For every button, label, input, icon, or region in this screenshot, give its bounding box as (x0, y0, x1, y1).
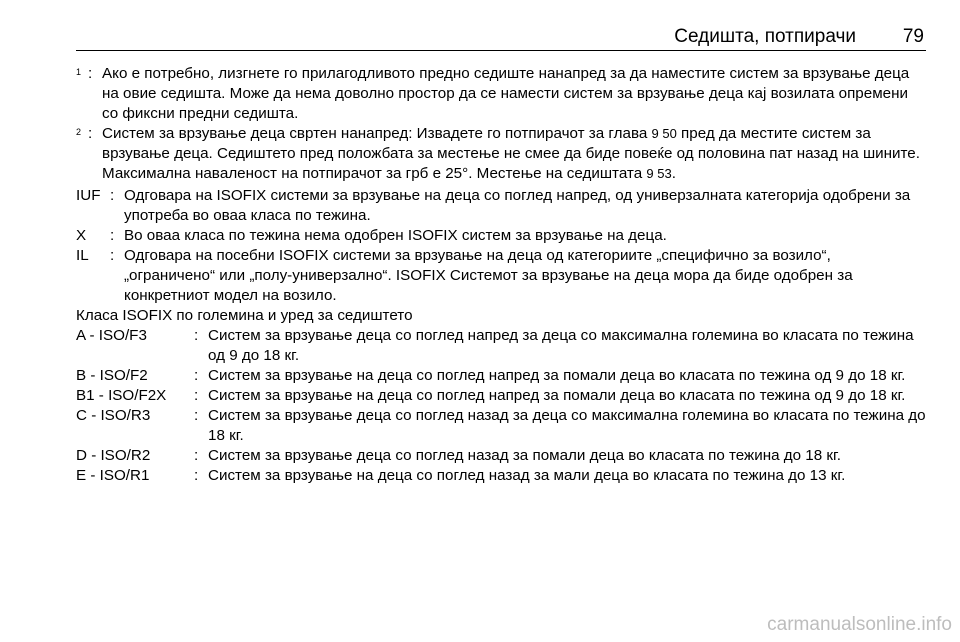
page-number: 79 (902, 26, 924, 47)
separator: : (194, 367, 199, 384)
class-key: D - ISO/R2 (76, 447, 151, 464)
footnote-marker: 1 (76, 67, 82, 77)
definition-key: IUF (76, 187, 101, 204)
class-row (76, 326, 926, 366)
page-reference[interactable]: 9 50 (651, 126, 677, 141)
class-key: E - ISO/R1 (76, 467, 150, 484)
separator: : (88, 65, 93, 82)
footnotes (76, 64, 926, 184)
separator: : (110, 227, 115, 244)
class-text: Систем за врзување деца со поглед назад за деца со максимална големина во класата по тежина до 18 кг. (208, 407, 926, 444)
definition-key: IL (76, 247, 89, 264)
separator: : (194, 327, 199, 344)
page-title: Седишта, потпирачи (674, 26, 856, 47)
definition-il (76, 246, 926, 306)
definition-iuf (76, 186, 926, 226)
class-text: Систем за врзување деца со поглед назад за помали деца во класата по тежина до 18 кг. (208, 447, 841, 464)
footnote-text: Систем за врзување деца свртен нанапред: Извадете го потпирачот за глава 9 50 пред да местите систем за врзување деца. Седиштето пред положбата за местење не смее да биде повеќе од половина пат назад на шините. Максимална навaленост на потпирачот за грб е 25°. Местење на седиштата 9 53. (102, 125, 920, 182)
separator: : (194, 467, 199, 484)
definition-key: X (76, 227, 87, 244)
watermark: carmanualsonline.info (767, 614, 952, 635)
definition-text: Одговара на ISOFIX системи за врзување на деца со поглед напред, од универзалната категорија одобрени за употреба во оваа класа по тежина. (124, 187, 911, 224)
separator: : (110, 247, 115, 264)
section-heading: Класа ISOFIX по големина и уред за седиштето (76, 307, 413, 324)
separator: : (110, 187, 115, 204)
class-text: Систем за врзување на деца со поглед назад за мали деца во класата по тежина до 13 кг. (208, 467, 846, 484)
definition-text: Одговара на посебни ISOFIX системи за врзување на деца од категориите „специфично за возило“, „ограничено“ или „полу-универзално“. ISOFIX Системот за врзување на деца мора да биде одобрен за конкретниот модел на возило. (124, 247, 853, 304)
class-row (76, 386, 926, 406)
separator: : (194, 447, 199, 464)
isofix-classes (76, 306, 926, 486)
footnote-marker: 2 (76, 127, 82, 137)
separator: : (88, 125, 93, 142)
class-text: Систем за врзување на деца со поглед напред за помали деца во класата по тежина од 9 до 18 кг. (208, 387, 906, 404)
page-reference[interactable]: 9 53 (646, 166, 672, 181)
class-row (76, 446, 926, 466)
footnote-1 (76, 64, 926, 124)
class-key: B - ISO/F2 (76, 367, 148, 384)
class-row (76, 466, 926, 486)
definitions (76, 186, 926, 306)
definition-x (76, 226, 926, 246)
separator: : (194, 387, 199, 404)
class-text: Систем за врзување деца со поглед напред за деца со максимална големина во класата по тежина од 9 до 18 кг. (208, 327, 914, 364)
footnote-text: Ако е потребно, лизгнете го прилагодливото предно седиште нанапред за да наместите систем за врзување деца на овие седишта. Може да нема доволно простор да се намести систем за врзување деца кај возилата опремени со фиксни предни седишта. (102, 65, 910, 122)
class-key: A - ISO/F3 (76, 327, 147, 344)
class-key: C - ISO/R3 (76, 407, 151, 424)
class-row (76, 366, 926, 386)
page-header (76, 20, 926, 51)
class-row (76, 406, 926, 446)
separator: : (194, 407, 199, 424)
class-text: Систем за врзување на деца со поглед напред за помали деца во класата по тежина од 9 до 18 кг. (208, 367, 906, 384)
class-key: B1 - ISO/F2X (76, 387, 167, 404)
footnote-2 (76, 124, 926, 184)
definition-text: Во оваа класа по тежина нема одобрен ISOFIX систем за врзување на деца. (124, 227, 667, 244)
